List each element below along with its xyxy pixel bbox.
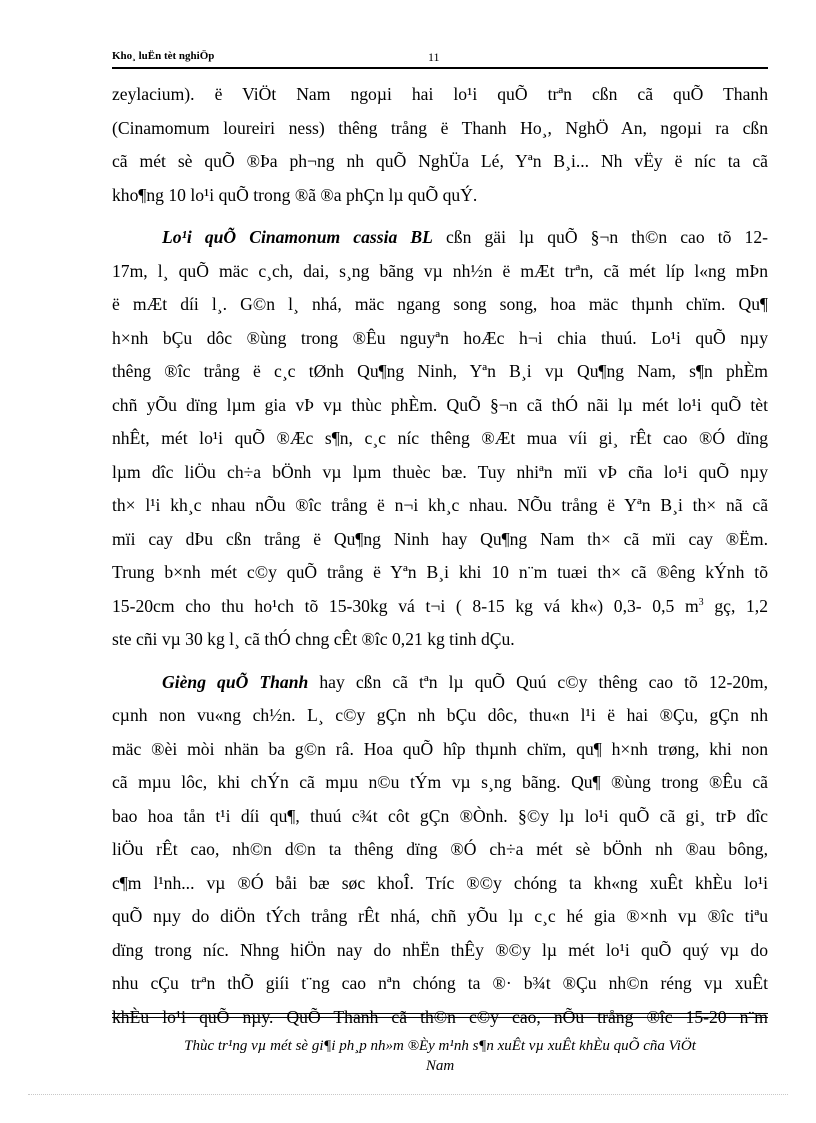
text-line: mïi cay dÞu cßn trång ë Qu¶ng Ninh hay Qu¶ng Nam th× cã mïi cay ®Ëm. xyxy=(112,528,768,549)
text-line xyxy=(112,590,768,624)
text-line: nhÊt, mét lo¹i quÕ ®Æc s¶n, c¸c níc thêng ®Æt mua víi gi¸ rÊt cao ®Ó dïng xyxy=(112,428,768,448)
text-line: quÕ nµy do diÖn tÝch trång rÊt nhá, chñ yÕu lµ c¸c hé gia ®×nh vµ ®îc tiªu xyxy=(112,906,768,926)
text-line: liÖu rÊt cao, nh©n d©n ta thêng dïng ®Ó ch÷a mét sè bÖnh nh ®au bông, xyxy=(112,839,768,859)
paragraph-3 xyxy=(112,666,768,1035)
text-run: 15-20cm cho thu ho¹ch tõ 15-30kg vá t¬i ( 8-15 kg vá kh«) 0,3- 0,5 m xyxy=(112,595,699,616)
superscript: 3 xyxy=(698,596,704,608)
footer-line: Thùc tr¹ng vµ mét sè gi¶i ph¸p nh»m ®Èy m¹nh s¶n xuÊt vµ xuÊt khÈu quÕ cña ViÖt xyxy=(184,1038,696,1054)
text-line: khÈu lo¹i quÕ nµy. QuÕ Thanh cã th©n c©y cao, nÕu trång ®îc 15-20 n¨m xyxy=(112,1006,768,1027)
paragraph-keyword: Gièng quÕ Thanh xyxy=(162,671,309,692)
text-run: gç, 1,2 xyxy=(703,595,769,616)
text-line: chñ yÕu dïng lµm gia vÞ vµ thùc phÈm. QuÕ §¬n cã thÓ nãi lµ mét lo¹i quÕ tèt xyxy=(112,394,768,415)
text-line: ste cñi vµ 30 kg l¸ cã thÓ chng cÊt ®îc 0,21 kg tinh dÇu. xyxy=(112,629,515,649)
text-line: dïng trong níc. Nhng hiÖn nay do nhËn thÊy ®©y lµ mét lo¹i quÕ quý vµ do xyxy=(112,939,768,960)
text-line: bao hoa tån t¹i díi qu¶, thuú c¾t côt gÇn ®Ònh. §©y lµ lo¹i quÕ cã gi¸ trÞ dîc xyxy=(112,805,768,826)
running-footer xyxy=(112,1036,768,1076)
text-line: c¶m l¹nh... vµ ®Ó båi bæ søc khoÎ. Tríc ®©y chóng ta kh«ng xuÊt khÈu lo¹i xyxy=(112,872,768,893)
footer-line: Nam xyxy=(425,1058,455,1074)
text-line: cµnh non vu«ng ch½n. L¸ c©y gÇn nh bÇu dôc, thu«n l¹i ë hai ®Çu, gÇn nh xyxy=(112,705,768,725)
body-text xyxy=(112,78,768,1043)
text-line: cã mµu lôc, khi chÝn cã mµu n©u tÝm vµ s¸ng bãng. Qu¶ ®ùng trong ®Êu cã xyxy=(112,772,768,792)
header-title: Kho¸ luËn tèt nghiÖp xyxy=(112,50,215,62)
text-line: (Cinamomum loureiri ness) thêng trång ë Thanh Ho¸, NghÖ An, ngoµi ra cßn xyxy=(112,117,768,138)
text-line: lµm dîc liÖu ch÷a bÖnh vµ lµm thuèc bæ. Tuy nhiªn mïi vÞ cña lo¹i quÕ nµy xyxy=(112,461,768,482)
text-line: ë mÆt díi l¸. G©n l¸ nhá, mäc ngang song song, hoa mäc thµnh chïm. Qu¶ xyxy=(112,294,768,314)
text-line: Trung b×nh mét c©y quÕ trång ë Yªn B¸i khi 10 n¨m tuæi th× cã ®êng kÝnh tõ xyxy=(112,562,768,582)
text-line: kho¶ng 10 lo¹i quÕ trong ®ã ®a phÇn lµ quÕ quÝ. xyxy=(112,184,478,205)
text-line xyxy=(112,666,768,700)
text-line: mäc ®èi mòi nhän ba g©n râ. Hoa quÕ hîp thµnh chïm, qu¶ h×nh trøng, khi non xyxy=(112,738,768,759)
text-line: zeylacium). ë ViÖt Nam ngoµi hai lo¹i quÕ trªn cßn cã quÕ Thanh xyxy=(112,84,768,104)
text-line: th× l¹i kh¸c nhau nÕu ®îc trång ë n¬i kh¸c nhau. NÕu trång ë Yªn B¸i th× nã cã xyxy=(112,495,768,515)
page-edge xyxy=(28,1094,788,1095)
paragraph-1 xyxy=(112,78,768,212)
text-line: nhu cÇu trªn thÕ giíi t¨ng cao nªn chóng ta ®· b¾t ®Çu nh©n réng vµ xuÊt xyxy=(112,973,768,993)
text-line: thêng ®îc trång ë c¸c tØnh Qu¶ng Ninh, Yªn B¸i vµ Qu¶ng Nam, s¶n phÈm xyxy=(112,361,768,381)
text-run: cßn gäi lµ quÕ §¬n th©n cao tõ 12- xyxy=(432,227,768,247)
footer-rule xyxy=(112,1017,768,1018)
text-run: hay cßn cã tªn lµ quÕ Quú c©y thêng cao tõ 12-20m, xyxy=(308,671,768,692)
text-line: 17m, l¸ quÕ mäc c¸ch, dai, s¸ng bãng vµ nh½n ë mÆt trªn, cã mét líp l«ng mÞn xyxy=(112,260,768,281)
paragraph-keyword: Lo¹i quÕ Cinamonum cassia BL xyxy=(162,227,433,247)
footer-rule xyxy=(112,1013,768,1014)
text-line xyxy=(112,221,768,255)
text-line: h×nh bÇu dôc ®ùng trong ®Êu nguyªn hoÆc h¬i chia thuú. Lo¹i quÕ nµy xyxy=(112,327,768,348)
paragraph-2 xyxy=(112,221,768,657)
text-line: cã mét sè quÕ ®Þa ph¬ng nh quÕ NghÜa Lé, Yªn B¸i... Nh vËy ë níc ta cã xyxy=(112,151,768,171)
header-rule xyxy=(112,67,768,69)
page-number: 11 xyxy=(428,50,440,64)
